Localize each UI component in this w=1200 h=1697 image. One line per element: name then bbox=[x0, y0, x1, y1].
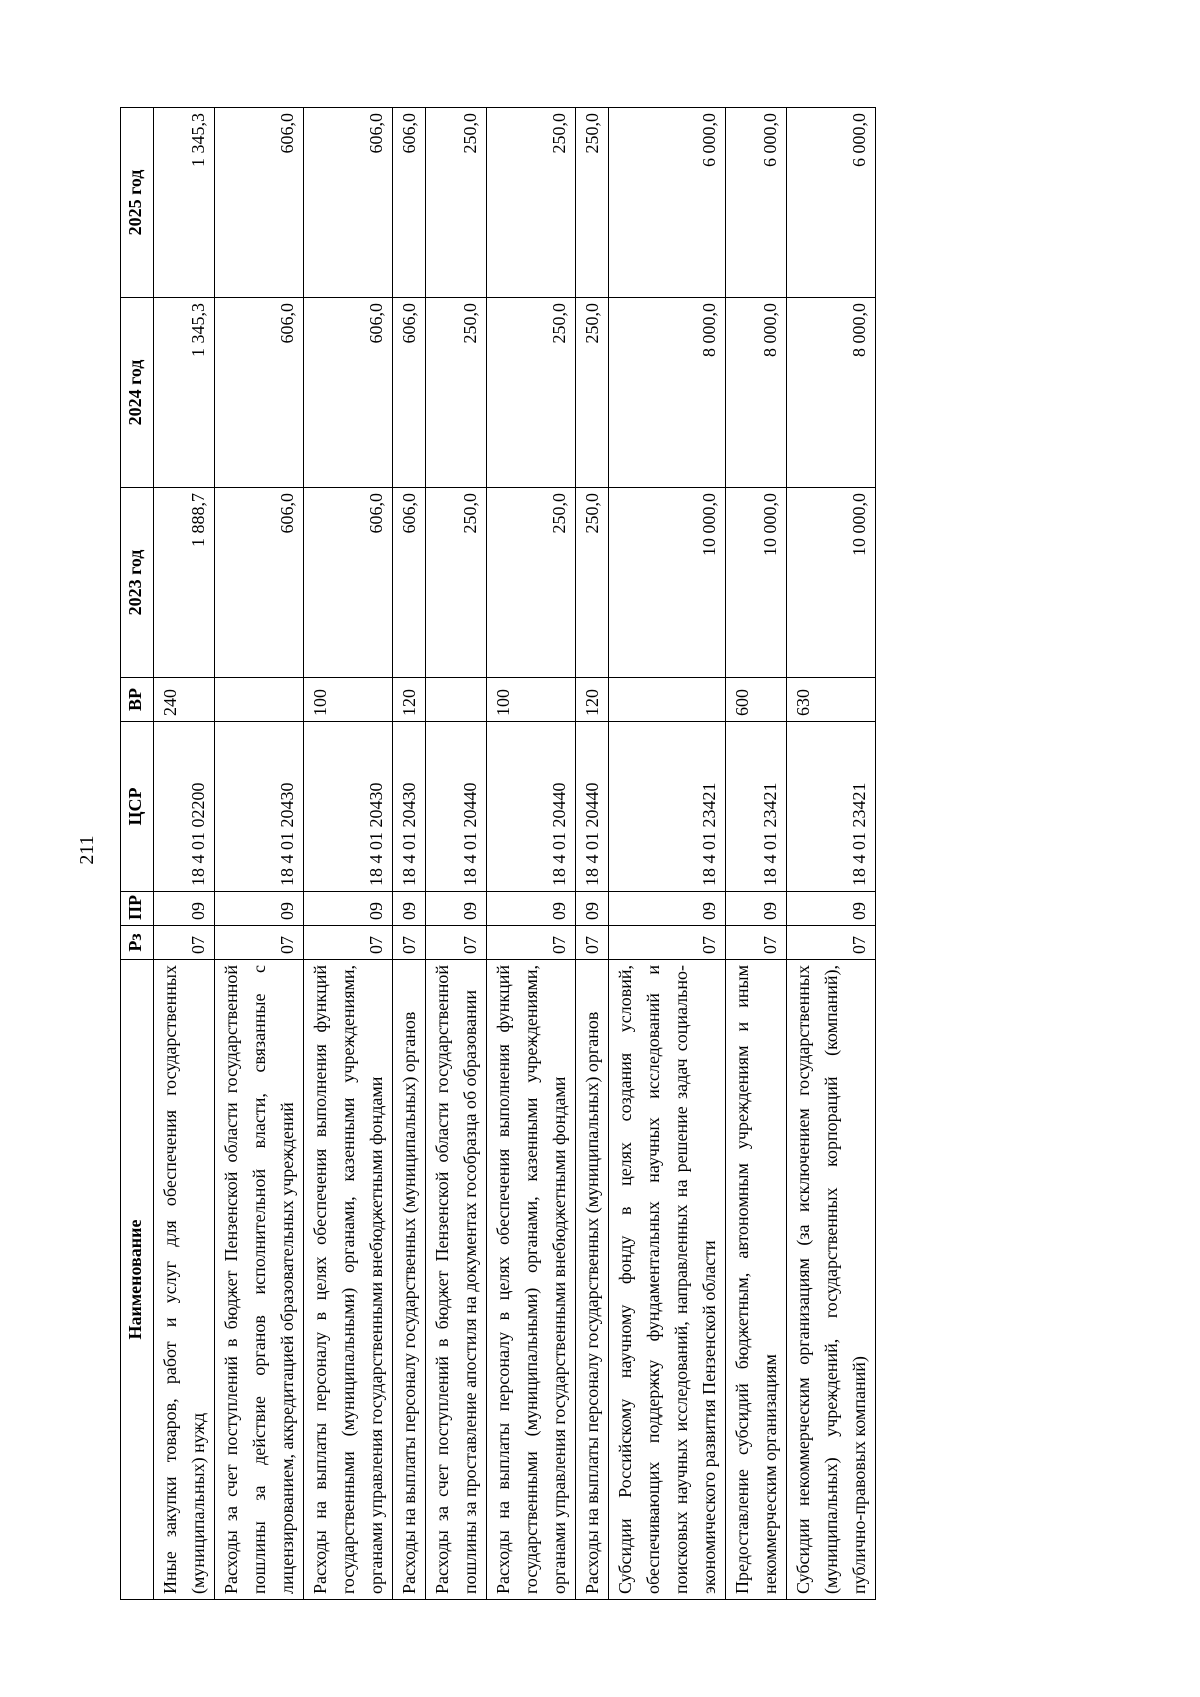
cell-csr: 18 4 01 23421 bbox=[787, 722, 876, 892]
cell-2023: 10 000,0 bbox=[609, 488, 726, 678]
cell-2024: 606,0 bbox=[215, 298, 304, 488]
cell-2023: 606,0 bbox=[215, 488, 304, 678]
cell-2025: 6 000,0 bbox=[787, 108, 876, 298]
cell-2025: 250,0 bbox=[426, 108, 487, 298]
cell-rz: 07 bbox=[304, 926, 393, 960]
header-name: Наименование bbox=[121, 960, 154, 1600]
cell-vr: 100 bbox=[487, 678, 576, 722]
cell-pr: 09 bbox=[393, 892, 426, 926]
cell-csr: 18 4 01 20440 bbox=[576, 722, 609, 892]
cell-vr: 600 bbox=[726, 678, 787, 722]
cell-pr: 09 bbox=[215, 892, 304, 926]
cell-2025: 606,0 bbox=[304, 108, 393, 298]
cell-rz: 07 bbox=[215, 926, 304, 960]
cell-vr: 100 bbox=[304, 678, 393, 722]
cell-2024: 250,0 bbox=[426, 298, 487, 488]
table-row bbox=[787, 108, 876, 1600]
cell-csr: 18 4 01 02200 bbox=[154, 722, 215, 892]
cell-name: Расходы на выплаты персоналу в целях обеспечения выполнения функций государственными (муниципальными) органами, казенными учреждениями, органами управления государственными внебюджетными фондами bbox=[487, 960, 576, 1600]
table-row bbox=[487, 108, 576, 1600]
header-vr: ВР bbox=[121, 678, 154, 722]
header-2025: 2025 год bbox=[121, 108, 154, 298]
cell-2025: 606,0 bbox=[215, 108, 304, 298]
cell-pr: 09 bbox=[576, 892, 609, 926]
cell-name: Расходы за счет поступлений в бюджет Пензенской области государственной пошлины за проставление апостиля на документах гособразца об образовании bbox=[426, 960, 487, 1600]
cell-pr: 09 bbox=[609, 892, 726, 926]
cell-csr: 18 4 01 23421 bbox=[726, 722, 787, 892]
header-2023: 2023 год bbox=[121, 488, 154, 678]
cell-csr: 18 4 01 20430 bbox=[304, 722, 393, 892]
cell-vr bbox=[609, 678, 726, 722]
cell-2024: 8 000,0 bbox=[609, 298, 726, 488]
cell-rz: 07 bbox=[487, 926, 576, 960]
cell-name: Субсидии некоммерческим организациям (за исключением государственных (муниципальных) учреждений, государственных корпораций (компаний), публично-правовых компаний) bbox=[787, 960, 876, 1600]
cell-2024: 250,0 bbox=[576, 298, 609, 488]
header-pr: ПР bbox=[121, 892, 154, 926]
cell-csr: 18 4 01 20440 bbox=[426, 722, 487, 892]
cell-2025: 250,0 bbox=[576, 108, 609, 298]
cell-name: Иные закупки товаров, работ и услуг для обеспечения государственных (муниципальных) нужд bbox=[154, 960, 215, 1600]
table-header-row bbox=[121, 108, 154, 1600]
cell-2024: 250,0 bbox=[487, 298, 576, 488]
cell-pr: 09 bbox=[726, 892, 787, 926]
cell-2023: 606,0 bbox=[304, 488, 393, 678]
budget-table-rotated bbox=[120, 108, 988, 1600]
cell-rz: 07 bbox=[609, 926, 726, 960]
table-row bbox=[609, 108, 726, 1600]
cell-2023: 1 888,7 bbox=[154, 488, 215, 678]
cell-2025: 606,0 bbox=[393, 108, 426, 298]
table-row bbox=[304, 108, 393, 1600]
cell-vr: 630 bbox=[787, 678, 876, 722]
cell-pr: 09 bbox=[154, 892, 215, 926]
cell-rz: 07 bbox=[393, 926, 426, 960]
cell-2024: 1 345,3 bbox=[154, 298, 215, 488]
cell-name: Расходы на выплаты персоналу государственных (муниципальных) органов bbox=[393, 960, 426, 1600]
cell-2023: 250,0 bbox=[576, 488, 609, 678]
table-row bbox=[426, 108, 487, 1600]
cell-csr: 18 4 01 20440 bbox=[487, 722, 576, 892]
page-number: 211 bbox=[76, 835, 98, 865]
cell-pr: 09 bbox=[487, 892, 576, 926]
header-2024: 2024 год bbox=[121, 298, 154, 488]
cell-2024: 606,0 bbox=[393, 298, 426, 488]
cell-rz: 07 bbox=[726, 926, 787, 960]
cell-vr: 120 bbox=[393, 678, 426, 722]
cell-pr: 09 bbox=[426, 892, 487, 926]
cell-pr: 09 bbox=[787, 892, 876, 926]
cell-2023: 606,0 bbox=[393, 488, 426, 678]
cell-csr: 18 4 01 23421 bbox=[609, 722, 726, 892]
table-row bbox=[215, 108, 304, 1600]
cell-name: Субсидии Российскому научному фонду в целях создания условий, обеспечивающих поддержку фундаментальных научных исследований и поисковых научных исследований, направленных на решение задач социально-экономического развития Пензенской области bbox=[609, 960, 726, 1600]
cell-name: Расходы за счет поступлений в бюджет Пензенской области государственной пошлины за действие органов исполнительной власти, связанные с лицензированием, аккредитацией образовательных учреждений bbox=[215, 960, 304, 1600]
cell-2023: 250,0 bbox=[426, 488, 487, 678]
cell-vr bbox=[215, 678, 304, 722]
cell-name: Расходы на выплаты персоналу государственных (муниципальных) органов bbox=[576, 960, 609, 1600]
table-row bbox=[576, 108, 609, 1600]
cell-vr: 120 bbox=[576, 678, 609, 722]
header-csr: ЦСР bbox=[121, 722, 154, 892]
cell-2025: 250,0 bbox=[487, 108, 576, 298]
cell-name: Предоставление субсидий бюджетным, автономным учреждениям и иным некоммерческим организациям bbox=[726, 960, 787, 1600]
table-row bbox=[154, 108, 215, 1600]
budget-table bbox=[120, 107, 876, 1600]
table-row bbox=[393, 108, 426, 1600]
cell-vr bbox=[426, 678, 487, 722]
cell-rz: 07 bbox=[787, 926, 876, 960]
cell-vr: 240 bbox=[154, 678, 215, 722]
cell-2025: 6 000,0 bbox=[609, 108, 726, 298]
cell-2024: 8 000,0 bbox=[726, 298, 787, 488]
header-rz: Рз bbox=[121, 926, 154, 960]
cell-2023: 10 000,0 bbox=[726, 488, 787, 678]
cell-csr: 18 4 01 20430 bbox=[215, 722, 304, 892]
cell-name: Расходы на выплаты персоналу в целях обеспечения выполнения функций государственными (муниципальными) органами, казенными учреждениями, органами управления государственными внебюджетными фондами bbox=[304, 960, 393, 1600]
cell-rz: 07 bbox=[576, 926, 609, 960]
cell-2025: 6 000,0 bbox=[726, 108, 787, 298]
table-body bbox=[154, 108, 876, 1600]
cell-rz: 07 bbox=[154, 926, 215, 960]
cell-2023: 250,0 bbox=[487, 488, 576, 678]
cell-csr: 18 4 01 20430 bbox=[393, 722, 426, 892]
table-row bbox=[726, 108, 787, 1600]
cell-2025: 1 345,3 bbox=[154, 108, 215, 298]
cell-2024: 606,0 bbox=[304, 298, 393, 488]
cell-2023: 10 000,0 bbox=[787, 488, 876, 678]
cell-rz: 07 bbox=[426, 926, 487, 960]
cell-pr: 09 bbox=[304, 892, 393, 926]
cell-2024: 8 000,0 bbox=[787, 298, 876, 488]
